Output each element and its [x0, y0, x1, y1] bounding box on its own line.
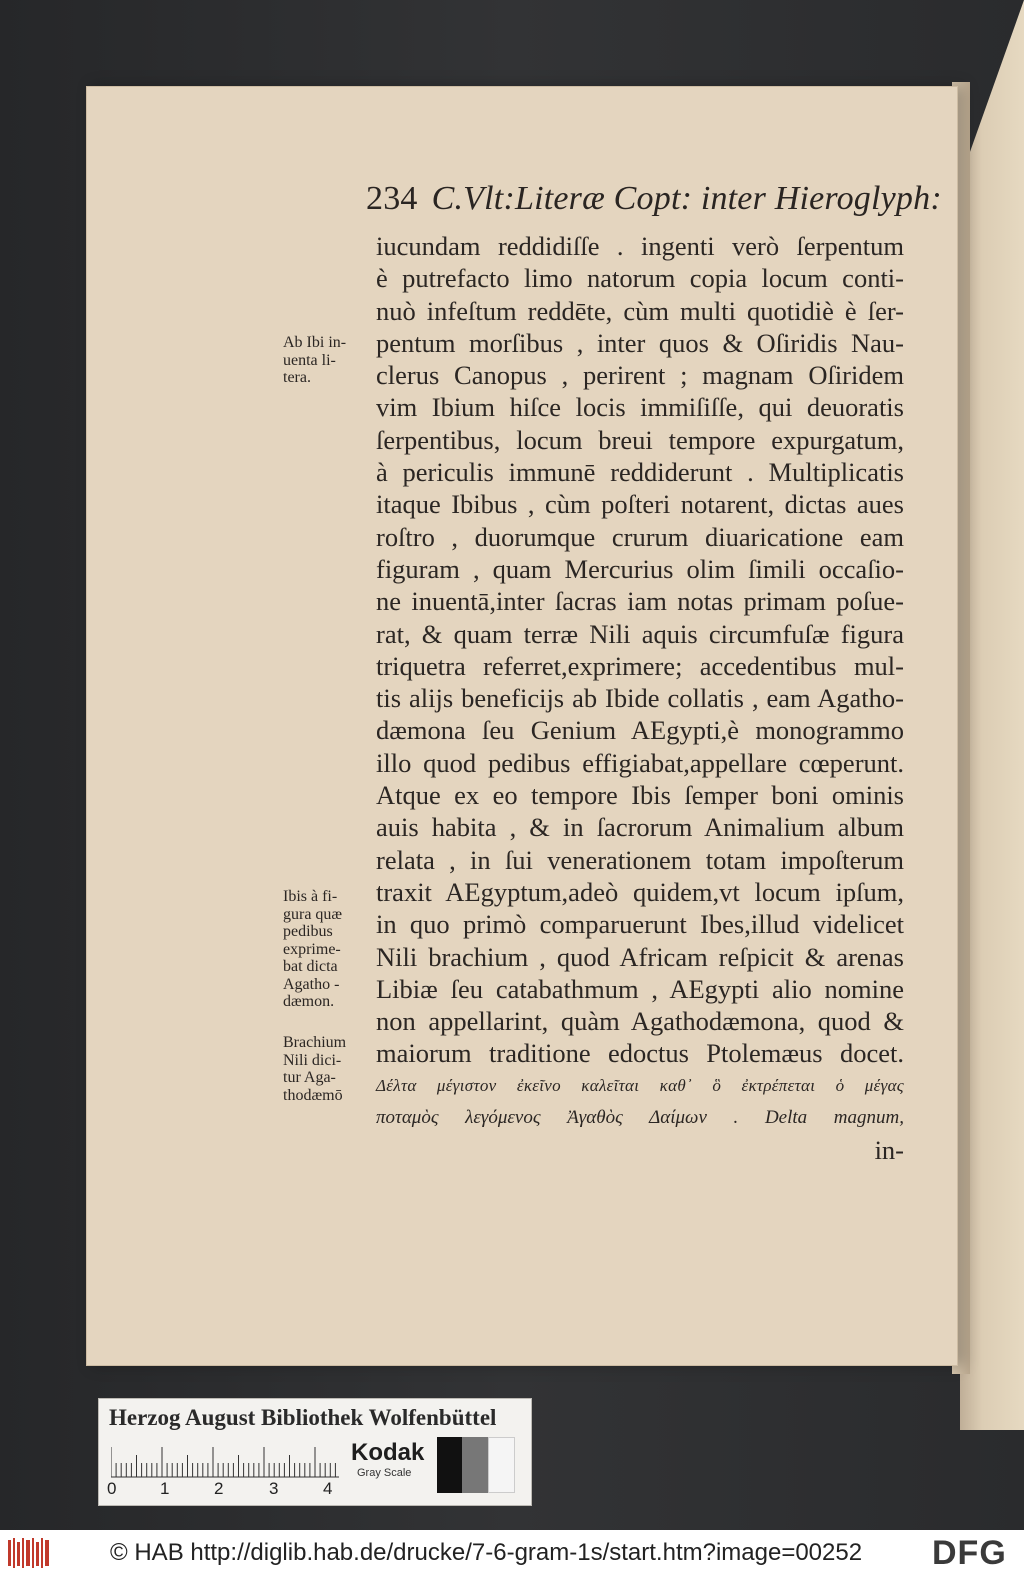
text-line: itaque Ibibus , cùm poſteri notarent, dictas aues	[376, 489, 904, 520]
text-line: Atque ex eo tempore Ibis ſemper boni ominis	[376, 780, 904, 811]
text-line: auis habita , & in ſacrorum Animalium album	[376, 812, 904, 843]
text-line: maiorum traditione edoctus Ptolemæus docet.	[376, 1038, 904, 1069]
margin-note: Brachium Nili dici- tur Aga- thodæmō	[283, 1034, 347, 1104]
greek-quotation-line: Δέλτα μέγιστον ἐκεῖνο καλεῖται καθ᾽ ὃ ἐκτρέπεται ὁ μέγας	[376, 1075, 904, 1095]
ruler-number: 2	[214, 1479, 224, 1498]
text-line: Libiæ ſeu catabathmum , AEgypti alio nomine	[376, 973, 904, 1004]
text-line: Nili brachium , quod Africam reſpicit & arenas	[376, 941, 904, 972]
text-line: dæmona ſeu Genium AEgypti,è monogrammo	[376, 715, 904, 746]
text-line: traxit AEgyptum,adeò quidem,vt locum ipſum,	[376, 876, 904, 907]
text-line: à periculis immunē reddiderunt . Multiplicatis	[376, 457, 904, 488]
ruler-number: 3	[269, 1479, 279, 1498]
body-text	[376, 230, 904, 1167]
gray-swatches	[437, 1437, 515, 1493]
kodak-brand: Kodak	[351, 1439, 425, 1466]
text-line: clerus Canopus , perirent ; magnam Oſiridem	[376, 360, 904, 391]
ruler-number: 4	[323, 1479, 333, 1498]
library-name: Herzog August Bibliothek Wolfenbüttel	[109, 1405, 497, 1430]
text-line: rat, & quam terræ Nili aquis circumfuſæ figura	[376, 618, 904, 649]
text-line: in quo primò comparuerunt Ibes,illud videlicet	[376, 909, 904, 940]
color-scale-card	[98, 1398, 532, 1506]
text-line: relata , in ſui venerationem totam impoſterum	[376, 844, 904, 875]
ruler-icon	[111, 1443, 339, 1479]
text-line: è putrefacto limo natorum copia locum conti-	[376, 263, 904, 294]
running-title: C.Vlt:Literæ Copt: inter Hieroglyph:	[431, 180, 942, 217]
text-line: roſtro , duorumque crurum diuaricatione eam	[376, 521, 904, 552]
page-number: 234	[366, 180, 418, 217]
text-line: triquetra referret,exprimere; accedentibus mul-	[376, 650, 904, 681]
ruler-number: 1	[160, 1479, 170, 1498]
text-line: vim Ibium hiſce locis immiſiſſe, qui deuoratis	[376, 392, 904, 423]
text-line: pentum morſibus , inter quos & Oſiridis Nau-	[376, 327, 904, 358]
ruler-number: 0	[107, 1479, 117, 1498]
text-line: illo quod pedibus effigiabat,appellare cœperunt.	[376, 747, 904, 778]
text-line: nuò infeſtum reddēte, cùm multi quotidiè è ſer-	[376, 295, 904, 326]
text-line: tis alijs beneficijs ab Ibide collatis , eam Agatho-	[376, 683, 904, 714]
catchword: in-	[874, 1135, 904, 1166]
margin-note: Ab Ibi in- uenta li- tera.	[283, 334, 347, 386]
running-head	[366, 180, 942, 218]
barcode-logo-icon	[8, 1536, 50, 1570]
copyright-url[interactable]: © HAB http://diglib.hab.de/drucke/7-6-gram-1s/start.htm?image=00252	[110, 1539, 863, 1566]
dfg-logo: DFG	[932, 1534, 1007, 1572]
margin-note: Ibis à fi- gura quæ pedibus exprime- bat dicta Agatho - dæmon.	[283, 888, 343, 1010]
greek-quotation-line-2: ποταμὸς λεγόμενος Ἀγαθὸς Δαίμων . Delta magnum,	[376, 1107, 904, 1129]
footer-bar	[0, 1530, 1024, 1577]
text-line: figuram , quam Mercurius olim ſimili occaſio-	[376, 553, 904, 584]
text-line: ſerpentibus, locum breui tempore expurgatum,	[376, 424, 904, 455]
text-line: iucundam reddidiſſe . ingenti verò ſerpentum	[376, 231, 904, 261]
text-line: non appellarint, quàm Agathodæmona, quod &	[376, 1006, 904, 1037]
text-line: ne inuentā,inter ſacras iam notas primam poſue-	[376, 586, 904, 617]
gray-scale-label: Gray Scale	[357, 1467, 412, 1479]
